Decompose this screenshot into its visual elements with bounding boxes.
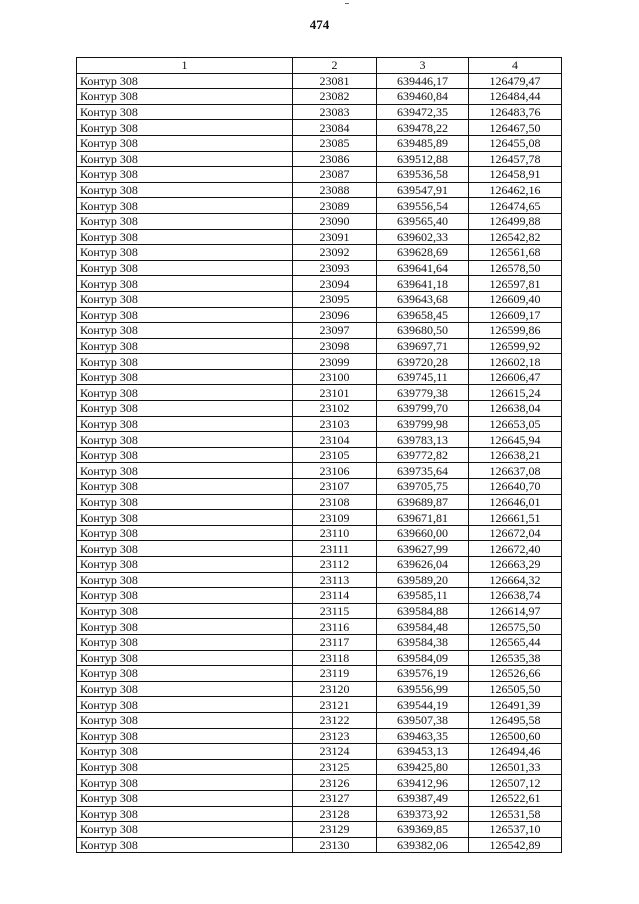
point-number-cell: 23126 <box>293 775 377 791</box>
y-coordinate-cell: 126638,74 <box>469 588 562 604</box>
column-header-4: 4 <box>469 58 562 74</box>
table-row <box>77 182 562 198</box>
point-number-cell: 23095 <box>293 291 377 307</box>
point-number-cell: 23104 <box>293 432 377 448</box>
y-coordinate-cell: 126597,81 <box>469 276 562 292</box>
point-number-cell: 23110 <box>293 525 377 541</box>
point-number-cell: 23128 <box>293 806 377 822</box>
contour-name-cell: Контур 308 <box>77 369 293 385</box>
x-coordinate-cell: 639536,58 <box>377 167 469 183</box>
point-number-cell: 23124 <box>293 744 377 760</box>
contour-name-cell: Контур 308 <box>77 213 293 229</box>
point-number-cell: 23091 <box>293 229 377 245</box>
table-row <box>77 198 562 214</box>
x-coordinate-cell: 639547,91 <box>377 182 469 198</box>
point-number-cell: 23094 <box>293 276 377 292</box>
table-row <box>77 447 562 463</box>
table-row <box>77 572 562 588</box>
contour-name-cell: Контур 308 <box>77 557 293 573</box>
column-header-3: 3 <box>377 58 469 74</box>
y-coordinate-cell: 126479,47 <box>469 73 562 89</box>
x-coordinate-cell: 639585,11 <box>377 588 469 604</box>
table-row <box>77 744 562 760</box>
table-row <box>77 588 562 604</box>
point-number-cell: 23116 <box>293 619 377 635</box>
table-row <box>77 213 562 229</box>
y-coordinate-cell: 126531,58 <box>469 806 562 822</box>
contour-name-cell: Контур 308 <box>77 759 293 775</box>
x-coordinate-cell: 639705,75 <box>377 479 469 495</box>
x-coordinate-cell: 639799,98 <box>377 416 469 432</box>
y-coordinate-cell: 126500,60 <box>469 728 562 744</box>
point-number-cell: 23098 <box>293 338 377 354</box>
point-number-cell: 23088 <box>293 182 377 198</box>
y-coordinate-cell: 126537,10 <box>469 822 562 838</box>
table-row <box>77 135 562 151</box>
y-coordinate-cell: 126462,16 <box>469 182 562 198</box>
contour-name-cell: Контур 308 <box>77 525 293 541</box>
y-coordinate-cell: 126663,29 <box>469 557 562 573</box>
table-row <box>77 837 562 853</box>
contour-name-cell: Контур 308 <box>77 120 293 136</box>
y-coordinate-cell: 126661,51 <box>469 510 562 526</box>
x-coordinate-cell: 639472,35 <box>377 104 469 120</box>
x-coordinate-cell: 639512,88 <box>377 151 469 167</box>
x-coordinate-cell: 639602,33 <box>377 229 469 245</box>
table-row <box>77 291 562 307</box>
y-coordinate-cell: 126494,46 <box>469 744 562 760</box>
point-number-cell: 23120 <box>293 681 377 697</box>
y-coordinate-cell: 126542,89 <box>469 837 562 853</box>
x-coordinate-cell: 639463,35 <box>377 728 469 744</box>
x-coordinate-cell: 639584,09 <box>377 650 469 666</box>
contour-name-cell: Контур 308 <box>77 151 293 167</box>
contour-name-cell: Контур 308 <box>77 572 293 588</box>
table-row <box>77 104 562 120</box>
table-row <box>77 260 562 276</box>
y-coordinate-cell: 126672,40 <box>469 541 562 557</box>
table-row <box>77 541 562 557</box>
y-coordinate-cell: 126561,68 <box>469 245 562 261</box>
table-row <box>77 728 562 744</box>
y-coordinate-cell: 126501,33 <box>469 759 562 775</box>
contour-name-cell: Контур 308 <box>77 790 293 806</box>
table-row <box>77 401 562 417</box>
point-number-cell: 23086 <box>293 151 377 167</box>
point-number-cell: 23108 <box>293 494 377 510</box>
table-row <box>77 432 562 448</box>
contour-name-cell: Контур 308 <box>77 198 293 214</box>
contour-name-cell: Контур 308 <box>77 588 293 604</box>
contour-name-cell: Контур 308 <box>77 245 293 261</box>
contour-name-cell: Контур 308 <box>77 338 293 354</box>
table-row <box>77 681 562 697</box>
point-number-cell: 23113 <box>293 572 377 588</box>
table-row <box>77 307 562 323</box>
contour-name-cell: Контур 308 <box>77 167 293 183</box>
x-coordinate-cell: 639382,06 <box>377 837 469 853</box>
y-coordinate-cell: 126484,44 <box>469 89 562 105</box>
column-header-1: 1 <box>77 58 293 74</box>
y-coordinate-cell: 126602,18 <box>469 354 562 370</box>
y-coordinate-cell: 126672,04 <box>469 525 562 541</box>
column-header-2: 2 <box>293 58 377 74</box>
contour-name-cell: Контур 308 <box>77 510 293 526</box>
y-coordinate-cell: 126542,82 <box>469 229 562 245</box>
y-coordinate-cell: 126535,38 <box>469 650 562 666</box>
x-coordinate-cell: 639373,92 <box>377 806 469 822</box>
x-coordinate-cell: 639660,00 <box>377 525 469 541</box>
table-row <box>77 822 562 838</box>
table-row <box>77 806 562 822</box>
y-coordinate-cell: 126495,58 <box>469 712 562 728</box>
point-number-cell: 23099 <box>293 354 377 370</box>
point-number-cell: 23115 <box>293 603 377 619</box>
y-coordinate-cell: 126483,76 <box>469 104 562 120</box>
point-number-cell: 23089 <box>293 198 377 214</box>
table-body <box>77 73 562 853</box>
point-number-cell: 23129 <box>293 822 377 838</box>
contour-name-cell: Контур 308 <box>77 603 293 619</box>
x-coordinate-cell: 639643,68 <box>377 291 469 307</box>
x-coordinate-cell: 639544,19 <box>377 697 469 713</box>
contour-name-cell: Контур 308 <box>77 385 293 401</box>
y-coordinate-cell: 126664,32 <box>469 572 562 588</box>
contour-name-cell: Контур 308 <box>77 401 293 417</box>
contour-name-cell: Контур 308 <box>77 182 293 198</box>
point-number-cell: 23084 <box>293 120 377 136</box>
table-row <box>77 245 562 261</box>
contour-name-cell: Контур 308 <box>77 229 293 245</box>
table-row <box>77 712 562 728</box>
point-number-cell: 23109 <box>293 510 377 526</box>
x-coordinate-cell: 639658,45 <box>377 307 469 323</box>
point-number-cell: 23081 <box>293 73 377 89</box>
table-row <box>77 634 562 650</box>
point-number-cell: 23111 <box>293 541 377 557</box>
contour-name-cell: Контур 308 <box>77 354 293 370</box>
contour-name-cell: Контур 308 <box>77 666 293 682</box>
x-coordinate-cell: 639369,85 <box>377 822 469 838</box>
x-coordinate-cell: 639576,19 <box>377 666 469 682</box>
table-row <box>77 167 562 183</box>
x-coordinate-cell: 639779,38 <box>377 385 469 401</box>
y-coordinate-cell: 126638,04 <box>469 401 562 417</box>
x-coordinate-cell: 639745,11 <box>377 369 469 385</box>
x-coordinate-cell: 639697,71 <box>377 338 469 354</box>
point-number-cell: 23122 <box>293 712 377 728</box>
x-coordinate-cell: 639478,22 <box>377 120 469 136</box>
contour-name-cell: Контур 308 <box>77 260 293 276</box>
page-number: 474 <box>309 17 330 32</box>
y-coordinate-cell: 126653,05 <box>469 416 562 432</box>
table-row <box>77 229 562 245</box>
x-coordinate-cell: 639641,64 <box>377 260 469 276</box>
contour-name-cell: Контур 308 <box>77 697 293 713</box>
table-row <box>77 494 562 510</box>
contour-name-cell: Контур 308 <box>77 73 293 89</box>
table-row <box>77 790 562 806</box>
y-coordinate-cell: 126599,92 <box>469 338 562 354</box>
contour-name-cell: Контур 308 <box>77 291 293 307</box>
y-coordinate-cell: 126638,21 <box>469 447 562 463</box>
point-number-cell: 23117 <box>293 634 377 650</box>
x-coordinate-cell: 639584,48 <box>377 619 469 635</box>
x-coordinate-cell: 639584,38 <box>377 634 469 650</box>
point-number-cell: 23090 <box>293 213 377 229</box>
x-coordinate-cell: 639556,99 <box>377 681 469 697</box>
contour-name-cell: Контур 308 <box>77 104 293 120</box>
point-number-cell: 23130 <box>293 837 377 853</box>
y-coordinate-cell: 126609,40 <box>469 291 562 307</box>
y-coordinate-cell: 126645,94 <box>469 432 562 448</box>
x-coordinate-cell: 639680,50 <box>377 323 469 339</box>
y-coordinate-cell: 126522,61 <box>469 790 562 806</box>
x-coordinate-cell: 639689,87 <box>377 494 469 510</box>
table-row <box>77 416 562 432</box>
point-number-cell: 23096 <box>293 307 377 323</box>
table-row <box>77 775 562 791</box>
contour-name-cell: Контур 308 <box>77 728 293 744</box>
y-coordinate-cell: 126640,70 <box>469 479 562 495</box>
contour-name-cell: Контур 308 <box>77 432 293 448</box>
table-row <box>77 151 562 167</box>
contour-name-cell: Контур 308 <box>77 135 293 151</box>
point-number-cell: 23112 <box>293 557 377 573</box>
point-number-cell: 23121 <box>293 697 377 713</box>
point-number-cell: 23093 <box>293 260 377 276</box>
point-number-cell: 23106 <box>293 463 377 479</box>
table-row <box>77 666 562 682</box>
y-coordinate-cell: 126467,50 <box>469 120 562 136</box>
x-coordinate-cell: 639507,38 <box>377 712 469 728</box>
x-coordinate-cell: 639446,17 <box>377 73 469 89</box>
table-row <box>77 557 562 573</box>
y-coordinate-cell: 126614,97 <box>469 603 562 619</box>
contour-name-cell: Контур 308 <box>77 650 293 666</box>
table-row <box>77 369 562 385</box>
y-coordinate-cell: 126615,24 <box>469 385 562 401</box>
table-row <box>77 338 562 354</box>
table-row <box>77 73 562 89</box>
contour-name-cell: Контур 308 <box>77 89 293 105</box>
point-number-cell: 23123 <box>293 728 377 744</box>
contour-name-cell: Контур 308 <box>77 634 293 650</box>
contour-name-cell: Контур 308 <box>77 837 293 853</box>
point-number-cell: 23097 <box>293 323 377 339</box>
y-coordinate-cell: 126505,50 <box>469 681 562 697</box>
coordinates-table <box>76 57 562 853</box>
contour-name-cell: Контур 308 <box>77 307 293 323</box>
table-row <box>77 510 562 526</box>
y-coordinate-cell: 126507,12 <box>469 775 562 791</box>
y-coordinate-cell: 126609,17 <box>469 307 562 323</box>
contour-name-cell: Контур 308 <box>77 463 293 479</box>
x-coordinate-cell: 639626,04 <box>377 557 469 573</box>
table-row <box>77 619 562 635</box>
contour-name-cell: Контур 308 <box>77 447 293 463</box>
table-row <box>77 479 562 495</box>
point-number-cell: 23087 <box>293 167 377 183</box>
table-row <box>77 89 562 105</box>
contour-name-cell: Контур 308 <box>77 323 293 339</box>
y-coordinate-cell: 126455,08 <box>469 135 562 151</box>
table-row <box>77 120 562 136</box>
y-coordinate-cell: 126637,08 <box>469 463 562 479</box>
x-coordinate-cell: 639627,99 <box>377 541 469 557</box>
point-number-cell: 23114 <box>293 588 377 604</box>
contour-name-cell: Контур 308 <box>77 416 293 432</box>
contour-name-cell: Контур 308 <box>77 712 293 728</box>
contour-name-cell: Контур 308 <box>77 681 293 697</box>
table-row <box>77 354 562 370</box>
point-number-cell: 23125 <box>293 759 377 775</box>
contour-name-cell: Контур 308 <box>77 479 293 495</box>
x-coordinate-cell: 639735,64 <box>377 463 469 479</box>
contour-name-cell: Контур 308 <box>77 276 293 292</box>
y-coordinate-cell: 126499,88 <box>469 213 562 229</box>
point-number-cell: 23100 <box>293 369 377 385</box>
table-row <box>77 525 562 541</box>
point-number-cell: 23102 <box>293 401 377 417</box>
point-number-cell: 23083 <box>293 104 377 120</box>
x-coordinate-cell: 639720,28 <box>377 354 469 370</box>
point-number-cell: 23107 <box>293 479 377 495</box>
y-coordinate-cell: 126646,01 <box>469 494 562 510</box>
y-coordinate-cell: 126457,78 <box>469 151 562 167</box>
contour-name-cell: Контур 308 <box>77 494 293 510</box>
table-row <box>77 650 562 666</box>
contour-name-cell: Контур 308 <box>77 744 293 760</box>
point-number-cell: 23127 <box>293 790 377 806</box>
y-coordinate-cell: 126578,50 <box>469 260 562 276</box>
table-row <box>77 697 562 713</box>
table-row <box>77 603 562 619</box>
x-coordinate-cell: 639485,89 <box>377 135 469 151</box>
table-row <box>77 323 562 339</box>
y-coordinate-cell: 126526,66 <box>469 666 562 682</box>
contour-name-cell: Контур 308 <box>77 775 293 791</box>
x-coordinate-cell: 639589,20 <box>377 572 469 588</box>
y-coordinate-cell: 126606,47 <box>469 369 562 385</box>
point-number-cell: 23105 <box>293 447 377 463</box>
table-header-row <box>77 58 562 74</box>
x-coordinate-cell: 639387,49 <box>377 790 469 806</box>
point-number-cell: 23082 <box>293 89 377 105</box>
x-coordinate-cell: 639425,80 <box>377 759 469 775</box>
contour-name-cell: Контур 308 <box>77 822 293 838</box>
point-number-cell: 23118 <box>293 650 377 666</box>
y-coordinate-cell: 126458,91 <box>469 167 562 183</box>
x-coordinate-cell: 639460,84 <box>377 89 469 105</box>
x-coordinate-cell: 639641,18 <box>377 276 469 292</box>
point-number-cell: 23085 <box>293 135 377 151</box>
x-coordinate-cell: 639556,54 <box>377 198 469 214</box>
contour-name-cell: Контур 308 <box>77 806 293 822</box>
y-coordinate-cell: 126575,50 <box>469 619 562 635</box>
x-coordinate-cell: 639671,81 <box>377 510 469 526</box>
x-coordinate-cell: 639453,13 <box>377 744 469 760</box>
x-coordinate-cell: 639772,82 <box>377 447 469 463</box>
contour-name-cell: Контур 308 <box>77 619 293 635</box>
x-coordinate-cell: 639584,88 <box>377 603 469 619</box>
point-number-cell: 23119 <box>293 666 377 682</box>
x-coordinate-cell: 639783,13 <box>377 432 469 448</box>
table-row <box>77 276 562 292</box>
y-coordinate-cell: 126474,65 <box>469 198 562 214</box>
y-coordinate-cell: 126565,44 <box>469 634 562 650</box>
table-row <box>77 759 562 775</box>
point-number-cell: 23101 <box>293 385 377 401</box>
point-number-cell: 23103 <box>293 416 377 432</box>
x-coordinate-cell: 639628,69 <box>377 245 469 261</box>
y-coordinate-cell: 126491,39 <box>469 697 562 713</box>
point-number-cell: 23092 <box>293 245 377 261</box>
scan-speck <box>345 3 349 4</box>
y-coordinate-cell: 126599,86 <box>469 323 562 339</box>
x-coordinate-cell: 639799,70 <box>377 401 469 417</box>
contour-name-cell: Контур 308 <box>77 541 293 557</box>
table-row <box>77 385 562 401</box>
x-coordinate-cell: 639412,96 <box>377 775 469 791</box>
x-coordinate-cell: 639565,40 <box>377 213 469 229</box>
table-row <box>77 463 562 479</box>
